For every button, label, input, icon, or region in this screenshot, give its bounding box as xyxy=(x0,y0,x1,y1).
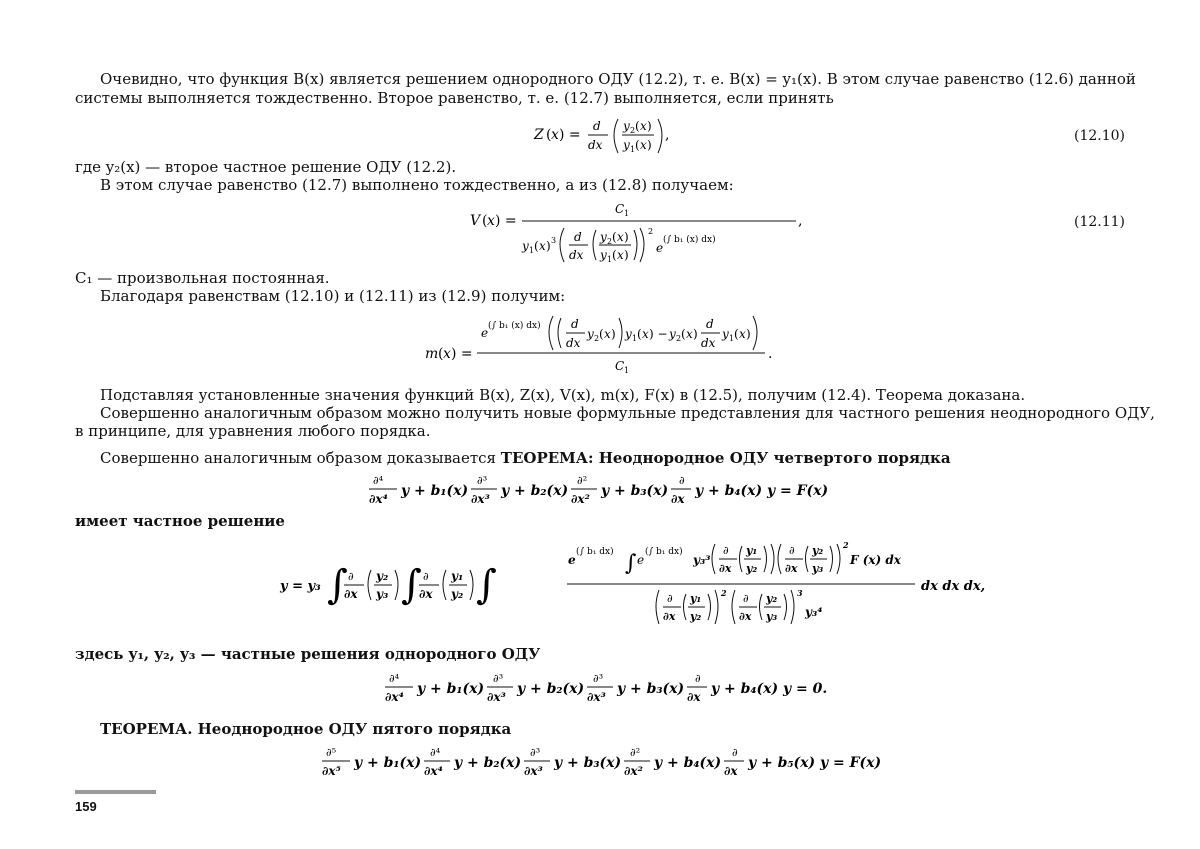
equation-number: (12.10) xyxy=(1073,128,1125,144)
svg-text:y: y xyxy=(600,248,607,262)
svg-text:y + b₃(x): y + b₃(x) xyxy=(601,483,669,499)
svg-text:3: 3 xyxy=(797,588,803,598)
footer-rule xyxy=(75,790,156,794)
svg-text:∫: ∫ xyxy=(476,562,497,608)
svg-text:(: ( xyxy=(612,248,617,262)
svg-text:∂x: ∂x xyxy=(671,492,685,506)
equation-number: (12.11) xyxy=(1073,214,1125,230)
svg-text:): ) xyxy=(611,327,616,341)
svg-text:V: V xyxy=(470,213,481,229)
paragraph-8-prefix: Совершенно аналогичным образом доказывается xyxy=(100,449,501,467)
svg-text:y₁: y₁ xyxy=(451,569,464,583)
svg-text:(: ( xyxy=(546,127,552,143)
svg-text:1: 1 xyxy=(729,334,735,343)
svg-text:x: x xyxy=(617,230,624,244)
svg-text:∫: ∫ xyxy=(401,562,422,608)
svg-text:1: 1 xyxy=(607,255,613,264)
svg-text:(: ( xyxy=(534,239,539,253)
svg-text:1: 1 xyxy=(624,209,630,218)
svg-text:∂x: ∂x xyxy=(739,610,752,623)
equation-m-formula xyxy=(425,310,785,376)
svg-text:y + b₂(x): y + b₂(x) xyxy=(517,681,585,697)
svg-text:∂x³: ∂x³ xyxy=(524,764,543,778)
svg-text:∂x: ∂x xyxy=(724,764,738,778)
svg-text:∂x⁴: ∂x⁴ xyxy=(369,492,388,506)
svg-text:2: 2 xyxy=(594,334,600,343)
svg-text:): ) xyxy=(624,248,629,262)
svg-text:dx: dx xyxy=(588,138,603,152)
svg-text:2: 2 xyxy=(607,237,613,246)
svg-text:d: d xyxy=(574,230,582,244)
page xyxy=(75,0,1155,849)
svg-text:y₃⁴: y₃⁴ xyxy=(805,605,823,619)
svg-text:F (x) dx: F (x) dx xyxy=(850,553,901,567)
svg-text:∂: ∂ xyxy=(789,544,795,557)
svg-text:∂x³: ∂x³ xyxy=(587,690,606,704)
svg-text:y: y xyxy=(587,327,594,341)
svg-text:(∫ b₁ (x) dx): (∫ b₁ (x) dx) xyxy=(663,235,716,245)
svg-text:C: C xyxy=(615,359,625,373)
svg-text:e: e xyxy=(637,553,645,567)
paragraph-1-line-2: системы выполняется тождественно. Второе равенство, т. е. (12.7) выполняется, если принять xyxy=(75,89,834,107)
svg-text:y: y xyxy=(625,327,632,341)
svg-text:(∫ b₁ (x) dx): (∫ b₁ (x) dx) xyxy=(488,321,541,331)
equation-12-10 xyxy=(75,115,1125,157)
svg-text:(: ( xyxy=(599,327,604,341)
svg-text:y: y xyxy=(623,119,630,133)
svg-text:d: d xyxy=(593,119,601,133)
svg-text:y: y xyxy=(669,327,676,341)
svg-text:dx: dx xyxy=(566,336,581,350)
svg-text:y₃³: y₃³ xyxy=(693,553,711,567)
svg-text:∂: ∂ xyxy=(743,592,749,605)
svg-text:d: d xyxy=(571,317,579,331)
svg-text:y + b₄(x) y = F(x): y + b₄(x) y = F(x) xyxy=(695,483,829,499)
equation-homogeneous-ode-formula xyxy=(383,668,833,708)
paragraph-3: В этом случае равенство (12.7) выполнено тождественно, а из (12.8) получаем: xyxy=(100,176,734,194)
svg-text:y: y xyxy=(522,239,529,253)
svg-text:∂: ∂ xyxy=(348,570,354,583)
svg-text:(: ( xyxy=(635,119,640,133)
svg-text:(∫ b₁ dx): (∫ b₁ dx) xyxy=(576,547,614,557)
svg-text:∂x⁵: ∂x⁵ xyxy=(322,764,341,778)
paragraph-8 xyxy=(75,449,1125,468)
svg-text:∂²: ∂² xyxy=(577,474,588,487)
svg-text:,: , xyxy=(665,127,670,143)
equation-ode-5th-order-formula xyxy=(320,742,900,782)
paragraph-9: имеет частное решение xyxy=(75,512,285,530)
svg-text:y₂: y₂ xyxy=(766,592,778,605)
svg-text:y₂: y₂ xyxy=(451,587,464,601)
svg-text:m: m xyxy=(425,346,439,362)
paragraph-2: где y₂(x) — второе частное решение ОДУ (12.2). xyxy=(75,158,457,176)
svg-text:): ) xyxy=(624,230,629,244)
svg-text:x: x xyxy=(640,119,647,133)
svg-text:∂x: ∂x xyxy=(419,587,433,601)
svg-text:e: e xyxy=(568,553,576,567)
svg-text:y + b₃(x): y + b₃(x) xyxy=(554,755,622,771)
svg-text:(∫ b₁ dx): (∫ b₁ dx) xyxy=(645,547,683,557)
svg-text:y + b₄(x): y + b₄(x) xyxy=(654,755,722,771)
svg-text:(: ( xyxy=(612,230,617,244)
paragraph-7-line-2: в принципе, для уравнения любого порядка. xyxy=(75,422,431,440)
svg-text:y + b₂(x): y + b₂(x) xyxy=(501,483,569,499)
svg-text:y + b₂(x): y + b₂(x) xyxy=(454,755,522,771)
svg-text:1: 1 xyxy=(630,145,636,154)
svg-text:y₂: y₂ xyxy=(690,610,702,623)
svg-text:): ) xyxy=(746,327,751,341)
svg-text:y₂: y₂ xyxy=(746,562,758,575)
svg-text:y + b₃(x): y + b₃(x) xyxy=(617,681,685,697)
equation-ode-4th-order xyxy=(75,470,1125,510)
svg-text:∂: ∂ xyxy=(723,544,729,557)
svg-text:1: 1 xyxy=(632,334,638,343)
svg-text:2: 2 xyxy=(648,227,654,236)
svg-text:∂: ∂ xyxy=(679,474,685,487)
svg-text:) =: ) = xyxy=(451,346,473,362)
svg-text:∂⁵: ∂⁵ xyxy=(326,746,337,759)
svg-text:x: x xyxy=(739,327,746,341)
svg-text:) =: ) = xyxy=(559,127,581,143)
svg-text:1: 1 xyxy=(529,246,535,255)
svg-text:∫: ∫ xyxy=(327,562,348,608)
svg-text:): ) xyxy=(647,138,652,152)
svg-text:y₃: y₃ xyxy=(766,610,778,623)
svg-text:∂³: ∂³ xyxy=(530,746,541,759)
svg-text:(: ( xyxy=(438,346,444,362)
theorem-4th-order-title: ТЕОРЕМА: Неоднородное ОДУ четвертого порядка xyxy=(500,449,951,467)
page-number: 159 xyxy=(75,799,97,814)
svg-text:∂x⁴: ∂x⁴ xyxy=(424,764,443,778)
svg-text:y: y xyxy=(722,327,729,341)
svg-text:∂x: ∂x xyxy=(785,562,798,575)
svg-text:(: ( xyxy=(482,213,488,229)
paragraph-1-line-1: Очевидно, что функция B(x) является решением однородного ОДУ (12.2), т. е. B(x) = y₁(x). В этом случае равенство (12.6) данной xyxy=(100,70,1136,88)
svg-text:.: . xyxy=(768,346,773,362)
svg-text:∂³: ∂³ xyxy=(593,672,604,685)
equation-particular-solution-formula xyxy=(275,536,986,636)
equation-homogeneous-ode xyxy=(75,668,1125,708)
svg-text:∂x: ∂x xyxy=(687,690,701,704)
svg-text:y + b₁(x): y + b₁(x) xyxy=(401,483,469,499)
paragraph-11: ТЕОРЕМА. Неоднородное ОДУ пятого порядка xyxy=(100,720,512,738)
svg-text:∂x: ∂x xyxy=(719,562,732,575)
svg-text:): ) xyxy=(647,119,652,133)
svg-text:y₂: y₂ xyxy=(812,544,824,557)
equation-12-10-formula xyxy=(530,115,750,157)
equation-particular-solution xyxy=(75,536,1125,636)
svg-text:(: ( xyxy=(637,327,642,341)
svg-text:dx: dx xyxy=(701,336,716,350)
equation-m xyxy=(75,310,1125,376)
svg-text:x: x xyxy=(487,213,495,229)
svg-text:(: ( xyxy=(635,138,640,152)
svg-text:∂³: ∂³ xyxy=(477,474,488,487)
svg-text:): ) xyxy=(693,327,698,341)
svg-text:∂³: ∂³ xyxy=(493,672,504,685)
svg-text:∂x³: ∂x³ xyxy=(471,492,490,506)
svg-text:y: y xyxy=(600,230,607,244)
svg-text:x: x xyxy=(642,327,649,341)
svg-text:Z: Z xyxy=(534,127,544,143)
paragraph-10: здесь y₁, y₂, y₃ — частные решения однородного ОДУ xyxy=(75,645,541,663)
svg-text:∂: ∂ xyxy=(667,592,673,605)
equation-12-11 xyxy=(75,198,1125,266)
svg-text:x: x xyxy=(551,127,559,143)
svg-text:x: x xyxy=(640,138,647,152)
svg-text:(: ( xyxy=(681,327,686,341)
svg-text:e: e xyxy=(481,326,489,340)
paragraph-5: Благодаря равенствам (12.10) и (12.11) из (12.9) получим: xyxy=(100,287,566,305)
svg-text:C: C xyxy=(615,202,625,216)
svg-text:∂x: ∂x xyxy=(663,610,676,623)
paragraph-7-line-1: Совершенно аналогичным образом можно получить новые формульные представления для частного решения неоднородного ОДУ, xyxy=(100,404,1155,422)
svg-text:∂²: ∂² xyxy=(630,746,641,759)
svg-text:∂x²: ∂x² xyxy=(571,492,590,506)
svg-text:∫: ∫ xyxy=(625,551,637,576)
svg-text:∂x³: ∂x³ xyxy=(487,690,506,704)
svg-text:2: 2 xyxy=(843,540,849,550)
svg-text:1: 1 xyxy=(624,366,630,375)
svg-text:,: , xyxy=(798,213,803,229)
equation-ode-5th-order xyxy=(75,742,1125,782)
svg-text:∂x²: ∂x² xyxy=(624,764,643,778)
svg-text:y + b₅(x) y = F(x): y + b₅(x) y = F(x) xyxy=(748,755,882,771)
equation-12-11-formula xyxy=(470,198,803,266)
svg-text:) =: ) = xyxy=(495,213,517,229)
svg-text:3: 3 xyxy=(551,236,557,245)
svg-text:x: x xyxy=(443,346,451,362)
equation-ode-4th-order-formula xyxy=(367,470,837,510)
svg-text:∂x⁴: ∂x⁴ xyxy=(385,690,404,704)
svg-text:2: 2 xyxy=(721,588,727,598)
svg-text:y₂: y₂ xyxy=(376,569,389,583)
svg-text:e: e xyxy=(656,241,664,255)
svg-text:∂x: ∂x xyxy=(344,587,358,601)
svg-text:y + b₄(x) y = 0.: y + b₄(x) y = 0. xyxy=(711,681,828,697)
svg-text:∂: ∂ xyxy=(695,672,701,685)
svg-text:d: d xyxy=(706,317,714,331)
svg-text:∂: ∂ xyxy=(423,570,429,583)
paragraph-4: C₁ — произвольная постоянная. xyxy=(75,269,330,287)
svg-text:x: x xyxy=(604,327,611,341)
svg-text:y₁: y₁ xyxy=(746,544,758,557)
svg-text:x: x xyxy=(686,327,693,341)
svg-text:y₃: y₃ xyxy=(376,587,389,601)
paragraph-6: Подставляя установленные значения функций B(x), Z(x), V(x), m(x), F(x) в (12.5), получим (12.4). Теорема доказана. xyxy=(100,386,1026,404)
svg-text:y + b₁(x): y + b₁(x) xyxy=(354,755,422,771)
svg-text:y₃: y₃ xyxy=(812,562,824,575)
svg-text:dx: dx xyxy=(569,248,584,262)
svg-text:∂⁴: ∂⁴ xyxy=(373,474,384,487)
svg-text:x: x xyxy=(539,239,546,253)
svg-text:y₁: y₁ xyxy=(690,592,702,605)
svg-text:∂⁴: ∂⁴ xyxy=(389,672,400,685)
svg-text:2: 2 xyxy=(630,126,636,135)
svg-text:y: y xyxy=(623,138,630,152)
svg-text:∂: ∂ xyxy=(732,746,738,759)
svg-text:y + b₁(x): y + b₁(x) xyxy=(417,681,485,697)
svg-text:∂⁴: ∂⁴ xyxy=(430,746,441,759)
svg-text:) −: ) − xyxy=(649,327,668,341)
svg-text:x: x xyxy=(617,248,624,262)
svg-text:2: 2 xyxy=(676,334,682,343)
svg-text:(: ( xyxy=(734,327,739,341)
svg-text:): ) xyxy=(546,239,551,253)
svg-text:dx dx dx,: dx dx dx, xyxy=(921,579,986,594)
svg-text:y = y₃: y = y₃ xyxy=(280,579,321,594)
